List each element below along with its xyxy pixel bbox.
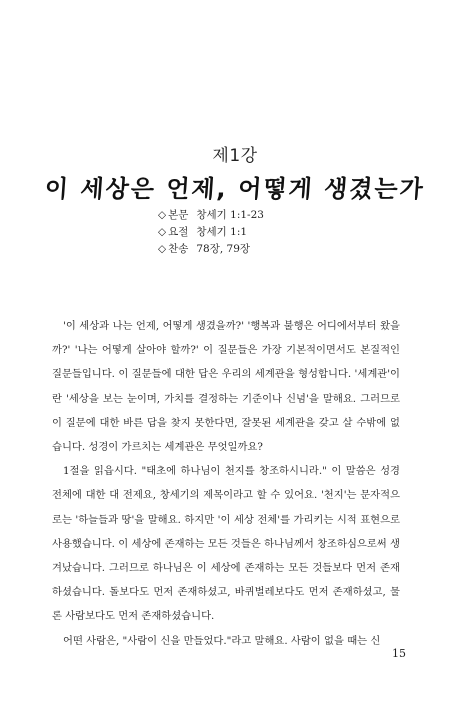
diamond-bullet-icon: ◇: [158, 209, 167, 221]
meta-item-key-verse: [158, 224, 358, 241]
diamond-bullet-icon: ◇: [158, 226, 167, 238]
paragraph: 어떤 사람은, "사람이 신을 만들었다."라고 말해요. 사람이 없을 때는 신: [63, 634, 381, 647]
meta-label: 본문: [168, 209, 189, 221]
meta-value: 78장, 79장: [196, 243, 251, 255]
meta-item-passage: [158, 207, 358, 224]
meta-label: 찬송: [168, 243, 189, 255]
meta-value: 창세기 1:1: [196, 226, 248, 238]
scripture-meta-list: [158, 207, 358, 258]
meta-label: 요절: [168, 226, 189, 238]
page-number: 15: [392, 647, 406, 660]
chapter-title: 이 세상은 언제, 어떻게 생겼는가: [43, 175, 426, 203]
body-text: [52, 314, 400, 653]
meta-item-hymn: [158, 241, 358, 258]
meta-value: 창세기 1:1-23: [196, 209, 264, 221]
paragraph: '이 세상과 나는 언제, 어떻게 생겼을까?' '행복과 불행은 어디에서부터 왔을까?' '나는 어떻게 살아야 할까?' 이 질문들은 가장 기본적이면서도 본질적인 질문들입니다. 이 질문들에 대한 답은 우리의 세계관을 형성합니다. '세계관'이란 '세상을 보는 눈이며, 가치를 결정하는 기준이나 신념'을 말해요. 그러므로 이 질문에 대한 바른 답을 찾지 못한다면, 잘못된 세계관을 갖고 살 수밖에 없습니다. 성경이 가르치는 세계관은 무엇일까요?: [52, 320, 400, 454]
diamond-bullet-icon: ◇: [158, 243, 167, 255]
lecture-number: 제1강: [212, 146, 258, 166]
paragraph: 1절을 읽읍시다. "태초에 하나님이 천지를 창조하시니라." 이 말씀은 성경 전체에 대한 대 전제요, 창세기의 제목이라고 할 수 있어요. '천지'는 문자적으로는 '하늘들과 땅'을 말해요. 하지만 '이 세상 전체'를 가리키는 시적 표현으로 사용했습니다. 이 세상에 존재하는 모든 것들은 하나님께서 창조하심으로써 생겨났습니다. 그러므로 하나님은 이 세상에 존재하는 모든 것들보다 먼저 존재하셨습니다. 돌보다도 먼저 존재하셨고, 바퀴벌레보다도 먼저 존재하셨고, 물론 사람보다도 먼저 존재하셨습니다.: [52, 465, 400, 623]
